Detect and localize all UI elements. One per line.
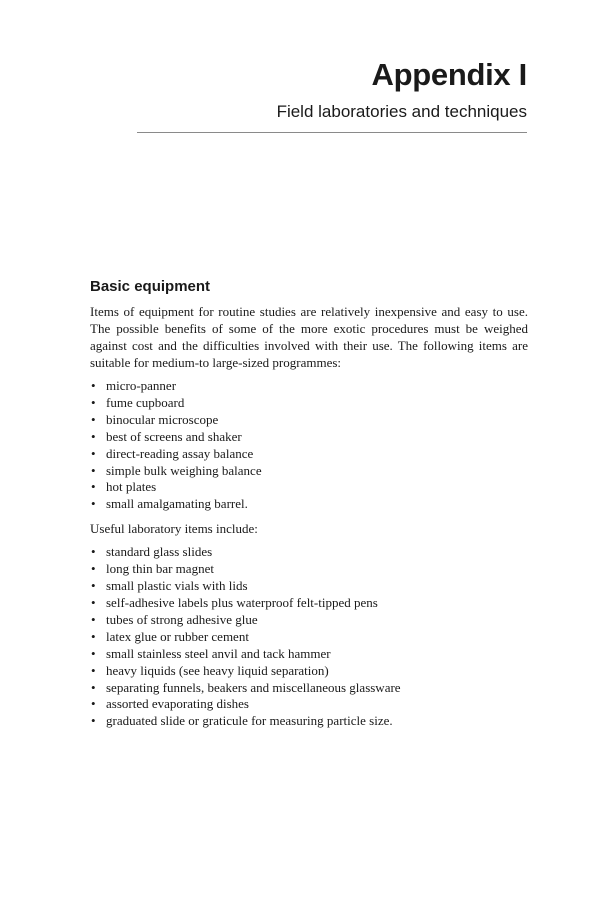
basic-equipment-list xyxy=(90,378,528,513)
list-item: • graduated slide or graticule for measuring particle size. xyxy=(91,713,393,729)
appendix-subtitle: Field laboratories and techniques xyxy=(276,102,527,121)
section-body xyxy=(90,303,528,737)
list-item: • standard glass slides xyxy=(91,544,213,560)
list-item: • binocular microscope xyxy=(91,411,219,427)
list-item: • best of screens and shaker xyxy=(91,428,242,444)
list-item: • micro-panner xyxy=(91,378,177,393)
list-item: • small stainless steel anvil and tack hammer xyxy=(91,645,331,661)
list-item: • assorted evaporating dishes xyxy=(91,696,249,712)
title-divider xyxy=(137,132,527,133)
list-item: • self-adhesive labels plus waterproof felt-tipped pens xyxy=(91,594,378,610)
list-item: • heavy liquids (see heavy liquid separation) xyxy=(91,662,329,678)
lab-items-list xyxy=(90,544,528,730)
lab-items-paragraph: Useful laboratory items include: xyxy=(90,521,258,537)
appendix-title: Appendix I xyxy=(371,57,527,92)
list-item: • separating funnels, beakers and miscellaneous glassware xyxy=(91,679,401,695)
list-item: • small amalgamating barrel. xyxy=(91,496,248,512)
list-item: • fume cupboard xyxy=(91,394,185,410)
list-item: • simple bulk weighing balance xyxy=(91,462,262,478)
list-item: • hot plates xyxy=(91,479,157,495)
list-item: • direct-reading assay balance xyxy=(91,445,254,461)
intro-paragraph: Items of equipment for routine studies are relatively inexpensive and easy to use. The possible benefits of some of the more exotic procedures must be weighed against cost and the difficulties involved with their use. The following items are suitable for medium-to large-sized programmes: xyxy=(90,304,528,370)
list-item: • latex glue or rubber cement xyxy=(91,628,249,644)
list-item: • long thin bar magnet xyxy=(91,561,214,577)
list-item: • small plastic vials with lids xyxy=(91,578,248,594)
section-heading: Basic equipment xyxy=(90,278,211,295)
list-item: • tubes of strong adhesive glue xyxy=(91,611,258,627)
